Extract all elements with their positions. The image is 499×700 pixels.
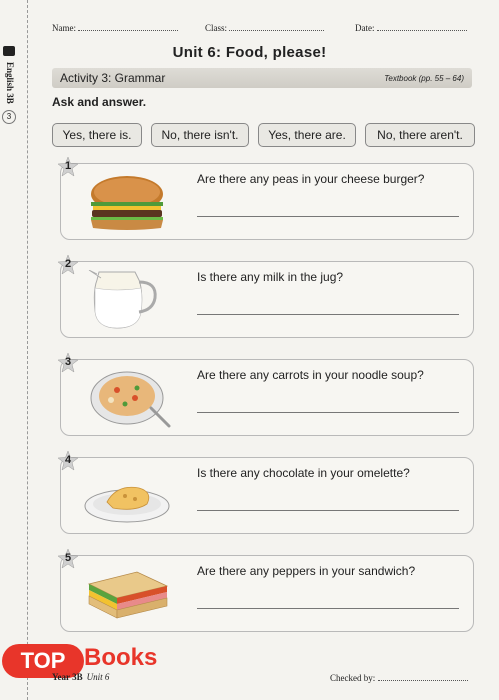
date-label: Date: bbox=[355, 23, 375, 33]
watermark-top: TOP bbox=[2, 644, 84, 678]
question-box bbox=[60, 356, 474, 436]
burger-icon bbox=[77, 172, 177, 232]
activity-bar bbox=[52, 68, 472, 88]
question-box bbox=[60, 454, 474, 534]
answer-option: No, there aren't. bbox=[365, 123, 475, 147]
year-label: Year 3B bbox=[52, 672, 83, 682]
question-text: Is there any milk in the jug? bbox=[197, 270, 344, 284]
question-text: Are there any peppers in your sandwich? bbox=[197, 564, 416, 578]
question-number: 3 bbox=[64, 356, 72, 368]
name-field bbox=[52, 22, 178, 33]
name-label: Name: bbox=[52, 23, 76, 33]
answer-line[interactable] bbox=[197, 608, 459, 609]
class-blank[interactable] bbox=[229, 22, 324, 31]
question-box bbox=[60, 160, 474, 240]
answer-option: Yes, there is. bbox=[52, 123, 142, 147]
activity-label: Activity 3: Grammar bbox=[60, 71, 166, 85]
date-blank[interactable] bbox=[377, 22, 467, 31]
question-box bbox=[60, 552, 474, 632]
question-number-badge bbox=[57, 548, 79, 570]
name-blank[interactable] bbox=[78, 22, 178, 31]
question-box bbox=[60, 258, 474, 338]
page-number: 3 bbox=[2, 110, 16, 124]
question-number: 4 bbox=[64, 454, 72, 466]
answer-option: No, there isn't. bbox=[151, 123, 249, 147]
checked-blank[interactable] bbox=[378, 672, 468, 681]
question-number: 1 bbox=[64, 160, 72, 172]
answer-line[interactable] bbox=[197, 412, 459, 413]
question-number: 5 bbox=[64, 552, 72, 564]
question-number-badge bbox=[57, 254, 79, 276]
question-text: Are there any peas in your cheese burger? bbox=[197, 172, 425, 186]
cut-line bbox=[27, 0, 28, 700]
omelette-icon bbox=[77, 466, 177, 526]
class-field bbox=[205, 22, 324, 33]
milk-jug-icon bbox=[77, 270, 177, 330]
textbook-ref: Textbook (pp. 55 – 64) bbox=[384, 74, 464, 83]
watermark-books: Books bbox=[84, 644, 158, 671]
answer-line[interactable] bbox=[197, 314, 459, 315]
question-number-badge bbox=[57, 450, 79, 472]
question-text: Is there any chocolate in your omelette? bbox=[197, 466, 410, 480]
class-label: Class: bbox=[205, 23, 228, 33]
series-label: English 3B bbox=[5, 62, 15, 104]
unit-label: Unit 6 bbox=[86, 672, 110, 682]
answer-line[interactable] bbox=[197, 216, 459, 217]
sidebar bbox=[0, 0, 26, 700]
page-title: Unit 6: Food, please! bbox=[172, 44, 327, 61]
checked-by-field bbox=[330, 672, 468, 683]
answer-option: Yes, there are. bbox=[258, 123, 356, 147]
question-number-badge bbox=[57, 156, 79, 178]
date-field bbox=[355, 22, 467, 33]
question-text: Are there any carrots in your noodle soup? bbox=[197, 368, 424, 382]
question-number: 2 bbox=[64, 258, 72, 270]
answer-line[interactable] bbox=[197, 510, 459, 511]
footer-year bbox=[52, 672, 109, 682]
noodle-soup-icon bbox=[77, 368, 177, 428]
instruction: Ask and answer. bbox=[52, 95, 147, 109]
checked-label: Checked by: bbox=[330, 673, 376, 683]
question-number-badge bbox=[57, 352, 79, 374]
sandwich-icon bbox=[77, 564, 177, 624]
